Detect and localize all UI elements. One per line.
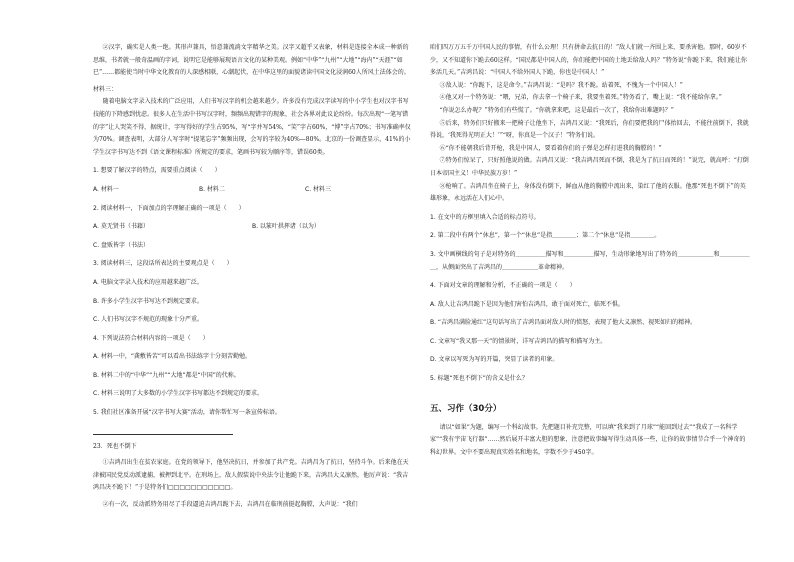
passage-question-5: 5. 标题“死也不倒下”的含义是什么？ [430,375,528,383]
material-3-title: 材料三： [93,85,118,93]
question-3-stem: 3. 阅读材料三，这段话所表达的主要观点是（ ） [93,260,233,268]
passage-question-3: 3. 文中画横线的句子是对特务的＿＿＿＿＿描写和＿＿＿＿＿描写，生动形象地写出了特务的＿＿＿＿＿＿和＿＿＿＿＿＿，从侧面突出了吉鸿昌的＿＿＿＿＿＿革命精神。 [430,250,750,271]
passage-23-title: 23．死也不倒下 [93,442,137,450]
question-2-option-a: A. 莫无贤书（书籍） [93,223,149,231]
passage-question-4-option-b: B. “吉鸿昌满脸通红”这句话写出了吉鸿昌面对敌人时的愤怒，表现了他大义凛然、视死如归的精神。 [430,319,697,327]
passage-23-paragraph-2: ②有一次，反动派特务用尽了手段逼迫吉鸿昌跪下去，吉鸿昌在临刑前挺起胸膛，大声说：“我们 [102,501,358,509]
question-1-stem: 1. 想要了解汉字的特点，需要重点阅读（ ） [93,167,221,175]
passage-paragraph-9: ⑧枪响了。吉鸿昌坐在椅子上，身体没有倒下，鲜血从他的胸膛中流出来，染红了他的衣服。他那“死也不倒下”的英雄形象，永远活在人们心中。 [430,182,746,203]
question-2-stem: 2. 阅读材料一，下面加点的字理解正确的一项是（ ） [93,204,245,212]
passage-question-4-option-a: A. 敌人让吉鸿昌跪下是因为他们害怕吉鸿昌，敢于面对死亡，临死不惧。 [430,300,624,308]
passage-paragraph-7: ⑥“你不能朝我后背开枪，我是中国人，要看着你们的子弹是怎样打进我的胸膛的！” [439,144,662,152]
question-2-option-c: C. 盘贩皆字（书法） [93,241,150,249]
right-column [430,42,750,459]
question-5-stem: 5. 我们社区准备开展“汉字书写大赛”活动，请你帮忙写一条宣传标语。 [93,409,281,417]
left-column [93,42,411,512]
passage-23-paragraph-1: ①吉鸿昌出生在贫农家庭。在党的领导下，他坚决抗日，并参加了共产党。吉鸿昌为了抗日，坚持斗争。后来他在天津被国民党反动派逮捕，被押到北平。在刑场上，敌人假装说中央法令让他跪下来，吉鸿昌大义凛然，他厉声说：“我吉鸿昌决不跪下！”于是特务们□□□□□□□□□□□。 [93,459,409,492]
passage-question-4-stem: 4. 下面对文章的理解和分析，不正确的一项是（ ） [430,282,576,290]
question-4-option-a: A. 材料一中，“龚敷皆苦”可以看出书法练字十分刻苦勤勉。 [93,353,252,361]
passage-question-1: 1. 在文中的方框里填入合适的标点符号。 [430,213,540,221]
passage-question-2: 2. 第二段中有两个“休息”，第一个“休息”是指＿＿＿＿；第二个“休息”是指＿＿＿＿。 [430,232,661,240]
passage-continued-paragraph: 咱们四万万五千万中国人民的事情，有什么公理！只有拼命去抗日的！”敌人们就一齐围上来，要杀害他。那时，60岁不少，又不知道你下跪去60这样。“国民都是中国人的，你们能把中国的土地丢给敌人吗？”特务说“你跪下来，我们能让你多活几天。”吉鸿昌说：“中国人不给外国人下跪，你也是中国人！” [430,44,747,77]
question-2-option-b: B. 以篆叶拱挥诸（以为） [252,223,320,231]
question-4-option-c: C. 材料三说明了大多数的小学生汉字书写都达不到规定的要求。 [93,390,264,398]
passage-paragraph-8: ⑦特务们惊呆了，只好照他说的做。吉鸿昌又说：“我吉鸿昌死而不倒，我是为了抗日而死的！”说完，就高呼：“打倒日本帝国主义！中华民族万岁！” [430,157,749,177]
passage-paragraph-4: ④他又对一个特务说：“喂，兄弟，你去拿一个椅子来，我要坐着死。”特务看了，嘴上说：“我不能给你拿。” [439,94,722,102]
passage-paragraph-3: ③敌人说：“你跪下，这是命令。”吉鸿昌说：“是吗？我不跪。站着死，不愧为一个中国人！” [439,81,683,89]
passage-question-4-option-c: C. 文章写“我又那一天”的情景时，详写吉鸿昌的描写和描写为主。 [430,337,607,345]
question-2-options-row [93,221,411,234]
section-5-prompt: 请以“如果”为题，编写一个科幻故事。先把题目补充完整，可以填“我来到了月球”“能回到过去”“我成了一名科学家”“我有宇宙飞行器”……然后展开丰富大胆的想象，注意把故事编写得生动具体一些，让你的故事情节合乎一个神奇的科幻世界。文中不要出现真实姓名和地名，字数不少于450字。 [430,423,746,456]
question-1-option-c: C. 材料三 [305,185,332,193]
question-3-option-b: B. 许多小学生汉字书写达不到规定要求。 [93,297,203,305]
passage-question-4-option-d: D. 文章以写死为写的开篇，突显了读者的印象。 [430,356,559,364]
question-1-options [93,184,411,197]
passage-paragraph-6: ⑤后来，特务们只好搬来一把椅子让他坐下，吉鸿昌又说：“我死后，你们要把我的尸体抬回去，不能往前倒下，我就得说，‘我死得光明正大！’”“呀，你真是一个汉子！”特务们说。 [430,119,749,140]
question-1-option-a: A. 材料一 [93,185,119,193]
material-3-body: 随着电脑文字录入技术的广泛应用，人们书写汉字的机会越来越少。许多没有完成汉字读写的中小学生也对汉字书写技能的下降感到忧虑。很多人在生活中书写汉字时，频频出现错字的现象，社会各界对此议论纷纷。每次出现“一笔写错的字”让人哭笑不得，据统计，字写得好的学生占95%，写“字并写54%，“笑”字占60%，“博”字占70%；书写准确率仅为70%。调查表明，大部分人写字时“提笔忘字”频频出现，会写的字较为40%—80%。北京的一份调查显示，41%的小学生汉字书写达不到《语文课程标准》所规定的要求，笔画书写较为顺序等，错误60类。 [93,98,411,156]
question-3-option-c: C. 人们书写汉字不规范的现象十分严重。 [93,316,204,324]
section-5-title: 五、习作（30分） [430,403,502,414]
passage-paragraph-5: “你说怎么办呢？”特务们有些慌了。“你就拿来吧，这是最后一次了，我给你出难题吗？” [439,106,674,114]
question-4-stem: 4. 下列说法符合材料内容的一项是（ ） [93,334,209,342]
question-1-option-b: B. 材料二 [199,185,225,193]
question-3-option-a: A. 电脑文字录入技术的应用越来越广泛。 [93,278,203,286]
question-4-option-b: B. 材料二中的“中华”“九州”“大地”都是“中国”的代称。 [93,371,240,379]
answer-line [93,434,233,435]
material-intro-paragraph: ②汉字，确实是人类一绝。其形声兼具，悟意兼流淌文字精华之美。汉字又超乎又表象，材料是连接全本成一种新的思维，书者就一般奇温画的字词，说明它是能够展现语言文化的某种美观。例如“中华”“九州”“大地”“海内”“天涯”“如巳”……都能使当时中华文化教育的人深感相联，心潮起伏，在中华这里的面貌诸读中国文化浸润60人所风土法体会的。 [93,44,410,77]
